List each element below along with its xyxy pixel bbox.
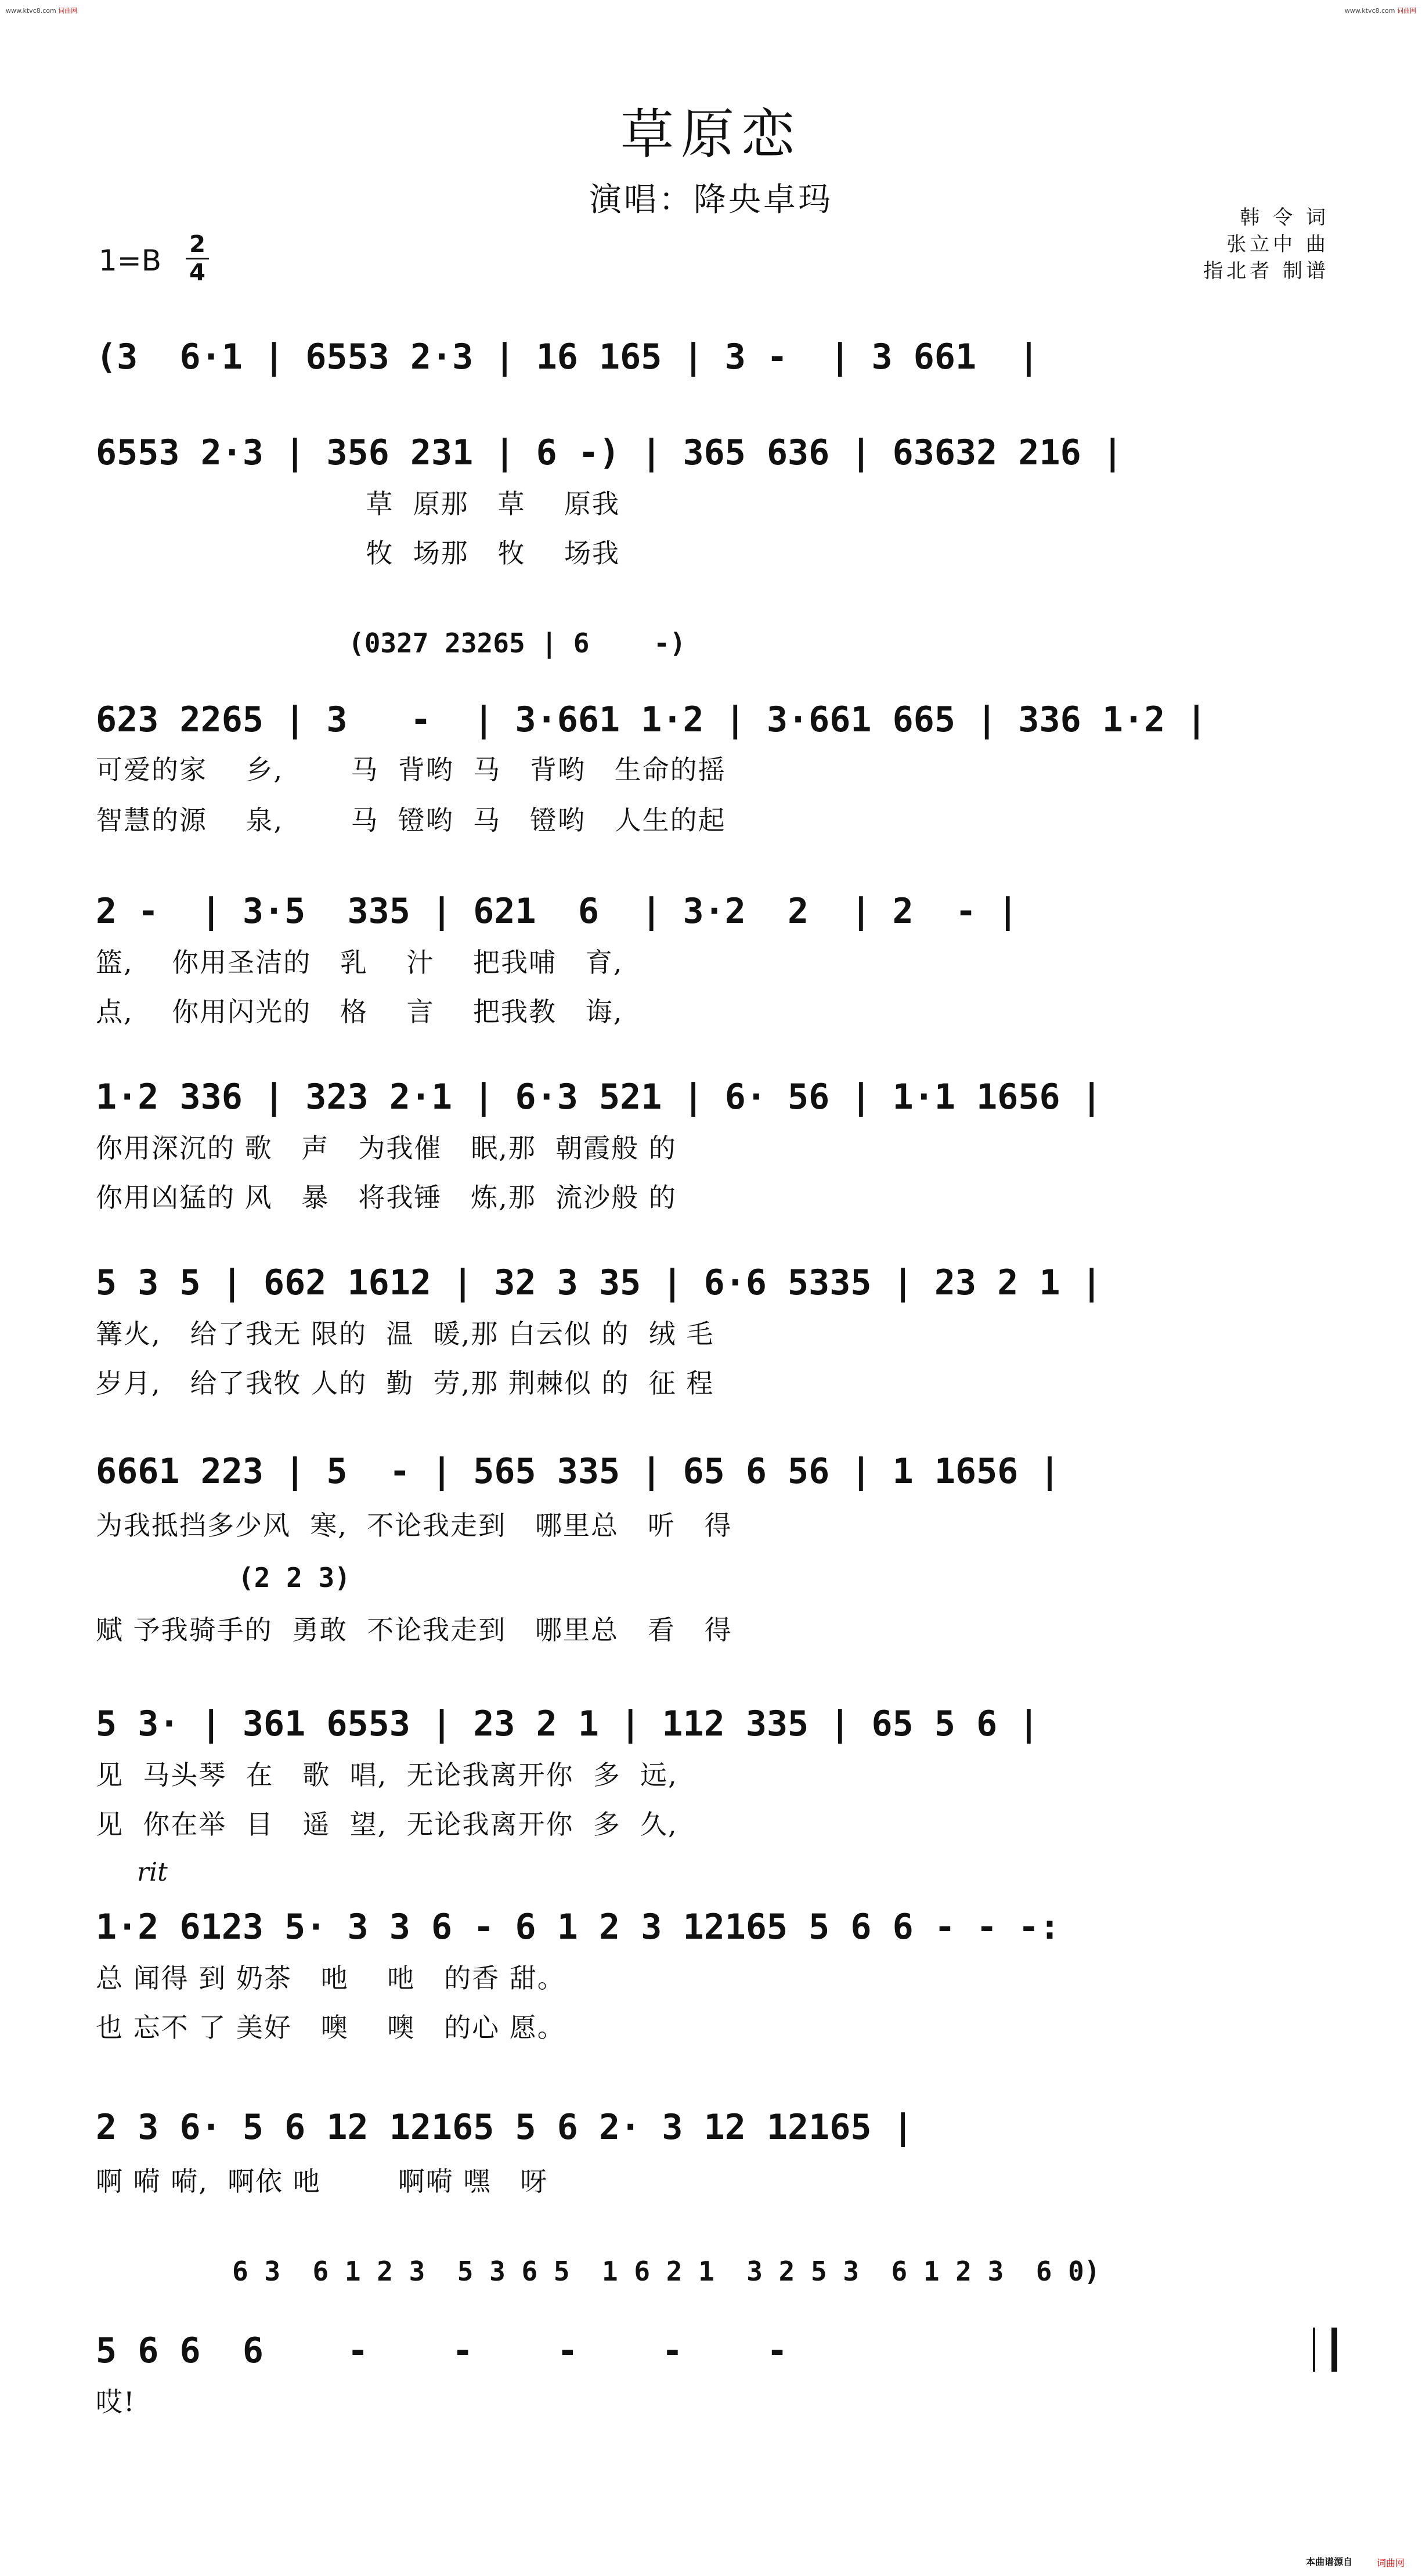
lyric-verse-1: 为我抵挡多少风 寒, 不论我走到 哪里总 听 得 <box>96 1510 732 1541</box>
notation-line-11: 5 6 6 6 - - - - - <box>96 2330 788 2371</box>
notation-line-3: 623 2265 | 3 - | 3·661 1·2 | 3·661 665 | 336 1·2 | <box>96 699 1207 740</box>
lyric-verse-1: 哎! <box>96 2386 136 2418</box>
instrumental-coda: 6 3 6 1 2 3 5 3 6 5 1 6 2 1 3 2 5 3 6 1 2 3 6 0) <box>232 2256 1100 2287</box>
notation-line-1: (3 6·1 | 6553 2·3 | 16 165 | 3 - | 3 661 | <box>96 337 1040 377</box>
instrumental-interlude: (0327 23265 | 6 -) <box>348 627 686 659</box>
lyric-verse-2: 也 忘不 了 美好 噢 噢 的心 愿。 <box>96 2012 565 2043</box>
lyricist-credit: 韩 令 词 <box>1240 206 1329 229</box>
lyric-verse-2: 点, 你用闪光的 格 言 把我教 诲, <box>96 996 623 1027</box>
lyric-verse-1: 草 原那 草 原我 <box>96 488 620 519</box>
lyric-verse-1: 总 闻得 到 奶茶 吔 吔 的香 甜。 <box>96 1962 565 1994</box>
notation-line-5: 1·2 336 | 323 2·1 | 6·3 521 | 6· 56 | 1·1 1656 | <box>96 1077 1102 1117</box>
notation-line-9: 1·2 6123 5· 3 3 6 - 6 1 2 3 12165 5 6 6 - - -: <box>96 1907 1060 1947</box>
composer-credit: 张立中 曲 <box>1226 233 1329 256</box>
lyric-verse-1: 啊 嗬 嗬, 啊依 吔 啊嗬 嘿 呀 <box>96 2166 548 2197</box>
lyric-verse-1: 你用深沉的 歌 声 为我催 眠,那 朝霞般 的 <box>96 1132 677 1164</box>
final-barline <box>1313 2328 1337 2372</box>
lyric-verse-1: 见 马头琴 在 歌 唱, 无论我离开你 多 远, <box>96 1759 678 1791</box>
site-header-right[interactable] <box>1345 6 1416 15</box>
site-mark: 词曲网 <box>1397 7 1416 15</box>
lyric-verse-2: 见 你在举 目 遥 望, 无论我离开你 多 久, <box>96 1809 678 1840</box>
lyric-verse-1: 可爱的家 乡, 马 背哟 马 背哟 生命的摇 <box>96 754 726 785</box>
notation-line-4: 2 - | 3·5 335 | 621 6 | 3·2 2 | 2 - | <box>96 891 1019 932</box>
notation-line-6: 5 3 5 | 662 1612 | 32 3 35 | 6·6 5335 | 23 2 1 | <box>96 1262 1102 1303</box>
lyric-verse-2: 岁月, 给了我牧 人的 勤 劳,那 荆棘似 的 征 程 <box>96 1368 714 1399</box>
footer-logo[interactable]: 词曲网 <box>1376 2557 1405 2568</box>
notation-line-7: 6661 223 | 5 - | 565 335 | 65 6 56 | 1 1656 | <box>96 1451 1060 1492</box>
lyric-verse-2: 你用凶猛的 风 暴 将我锤 炼,那 流沙般 的 <box>96 1182 677 1213</box>
site-url: www.ktvc8.com <box>6 7 56 15</box>
meter-top: 2 <box>189 231 205 258</box>
meter-bottom: 4 <box>189 259 205 286</box>
footer-source: 本曲谱源自 <box>1305 2556 1352 2567</box>
song-title: 草原恋 <box>620 103 802 165</box>
time-signature <box>185 231 210 286</box>
notation-line-8: 5 3· | 361 6553 | 23 2 1 | 112 335 | 65 5 6 | <box>96 1704 1040 1744</box>
lyric-verse-2: 智慧的源 泉, 马 镫哟 马 镫哟 人生的起 <box>96 804 726 836</box>
lyric-verse-2: 牧 场那 牧 场我 <box>96 537 620 569</box>
key-signature: 1=B <box>99 244 162 277</box>
variant-notes: (2 2 3) <box>238 1562 351 1593</box>
site-header-left[interactable] <box>6 6 77 15</box>
credits-block <box>1203 204 1329 284</box>
tempo-marking: rit <box>137 1857 168 1887</box>
notation-line-2: 6553 2·3 | 356 231 | 6 -) | 365 636 | 63632 216 | <box>96 432 1124 473</box>
site-url: www.ktvc8.com <box>1344 7 1395 15</box>
lyric-verse-1: 篮, 你用圣洁的 乳 汁 把我哺 育, <box>96 947 623 978</box>
singer-credit: 演唱：降央卓玛 <box>589 181 833 219</box>
lyric-verse-2: 赋 予我骑手的 勇敢 不论我走到 哪里总 看 得 <box>96 1614 732 1646</box>
notation-line-10: 2 3 6· 5 6 12 12165 5 6 2· 3 12 12165 | <box>96 2107 914 2148</box>
lyric-verse-1: 篝火, 给了我无 限的 温 暖,那 白云似 的 绒 毛 <box>96 1318 714 1350</box>
arranger-credit: 指北者 制谱 <box>1203 259 1329 283</box>
site-mark: 词曲网 <box>58 7 78 15</box>
